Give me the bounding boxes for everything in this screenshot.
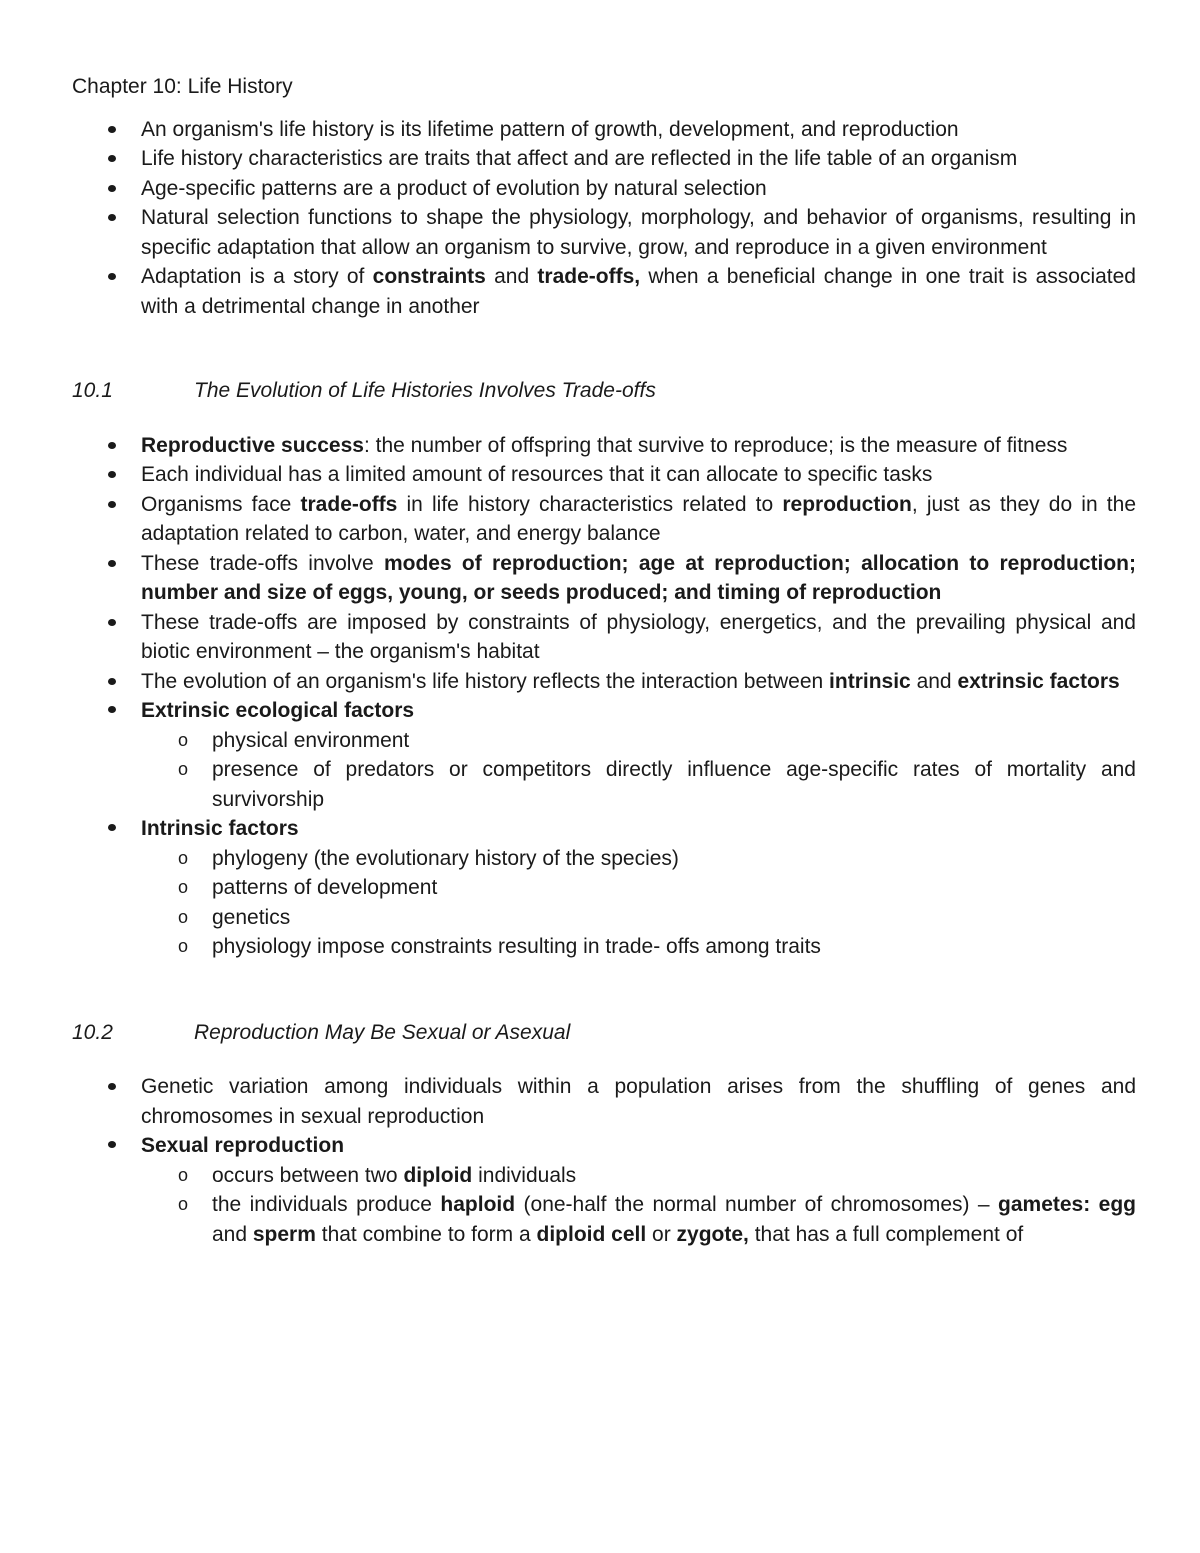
sub-list-item bbox=[141, 1161, 1136, 1191]
text-run: (one-half the normal number of chromosomes) – bbox=[515, 1193, 999, 1216]
bold-term: trade-offs, bbox=[537, 265, 641, 288]
list-item: Age-specific patterns are a product of evolution by natural selection bbox=[72, 174, 1136, 204]
text-run: and bbox=[212, 1222, 253, 1246]
chapter-title: Chapter 10: Life History bbox=[72, 75, 293, 98]
list-item: Genetic variation among individuals within a population arises from the shuffling of genes and chromosomes in sexual reproduction bbox=[72, 1072, 1136, 1131]
list-item: An organism's life history is its lifetime pattern of growth, development, and reproduction bbox=[72, 115, 1136, 145]
section-number: 10.2 bbox=[72, 1020, 113, 1044]
bold-term: Reproductive success bbox=[141, 433, 364, 457]
text-run: when a beneficial change in one trait is associated with a detrimental change in another bbox=[141, 265, 1136, 318]
sub-list-container bbox=[72, 726, 1136, 815]
list-item bbox=[72, 431, 1136, 461]
text-run: individuals bbox=[472, 1163, 577, 1187]
sub-list-item: o phylogeny (the evolutionary history of the species) bbox=[141, 844, 1136, 874]
text-run: the individuals produce bbox=[212, 1193, 441, 1216]
intro-bullet-list bbox=[72, 115, 1136, 322]
sub-list-item: o physiology impose constraints resulting in trade- offs among traits bbox=[141, 932, 1136, 962]
section-10-1-bullet-list bbox=[72, 431, 1136, 962]
sub-list-item: o presence of predators or competitors directly influence age-specific rates of mortality and survivorship bbox=[141, 755, 1136, 814]
text-run: Adaptation is a story of bbox=[141, 265, 373, 288]
bold-term: modes of reproduction; age at reproduction; allocation to reproduction; number and size of eggs, young, or seeds produced; and timing of reproduction bbox=[141, 551, 1136, 604]
list-item: Natural selection functions to shape the physiology, morphology, and behavior of organisms, resulting in specific adaptation that allow an organism to survive, grow, and reproduce in a given environment bbox=[72, 203, 1136, 262]
section-heading-10-2 bbox=[72, 1018, 1136, 1048]
sub-list-item: o patterns of development bbox=[141, 873, 1136, 903]
bold-term: extrinsic factors bbox=[957, 669, 1120, 693]
section-heading-10-1 bbox=[72, 376, 1136, 406]
sub-list-item: o physical environment bbox=[141, 726, 1136, 756]
text-run: or bbox=[646, 1222, 677, 1246]
text-run: that combine to form a bbox=[315, 1222, 537, 1246]
text-run: that has a full complement of bbox=[748, 1222, 1024, 1246]
extrinsic-sub-list bbox=[72, 726, 1136, 815]
list-item: Intrinsic factors bbox=[72, 814, 1136, 844]
sub-list-container bbox=[72, 844, 1136, 962]
bold-term: trade-offs bbox=[300, 492, 398, 516]
list-item: Each individual has a limited amount of resources that it can allocate to specific tasks bbox=[72, 460, 1136, 490]
bold-term: haploid bbox=[440, 1193, 516, 1216]
bold-term: constraints bbox=[372, 265, 486, 288]
list-item: Sexual reproduction bbox=[72, 1131, 1136, 1161]
section-10-2-bullet-list bbox=[72, 1072, 1136, 1249]
text-run: in life history characteristics related to bbox=[397, 492, 783, 516]
text-run: Organisms face bbox=[141, 492, 301, 516]
bold-term: gametes: egg bbox=[998, 1193, 1136, 1216]
text-run: These trade-offs involve bbox=[141, 551, 384, 575]
section-title: The Evolution of Life Histories Involves Trade-offs bbox=[194, 379, 656, 402]
sexual-sub-list bbox=[72, 1161, 1136, 1250]
text-run: occurs between two bbox=[212, 1163, 404, 1187]
list-item: These trade-offs are imposed by constraints of physiology, energetics, and the prevailing physical and biotic environment – the organism's habitat bbox=[72, 608, 1136, 667]
section-number: 10.1 bbox=[72, 379, 113, 402]
bold-term: zygote, bbox=[676, 1222, 749, 1246]
list-item bbox=[72, 490, 1136, 549]
bold-term: diploid bbox=[403, 1163, 473, 1187]
bold-term: diploid cell bbox=[536, 1222, 647, 1246]
list-item: Extrinsic ecological factors bbox=[72, 696, 1136, 726]
text-run: , just as they do in the adaptation related to carbon, water, and energy balance bbox=[141, 492, 1136, 545]
sub-list-item: o genetics bbox=[141, 903, 1136, 933]
bold-term: intrinsic bbox=[829, 669, 911, 693]
bold-term: reproduction bbox=[782, 492, 912, 516]
text-run: and bbox=[485, 265, 538, 288]
bold-term: sperm bbox=[252, 1222, 316, 1246]
intrinsic-sub-list bbox=[72, 844, 1136, 962]
sub-list-item bbox=[141, 1190, 1136, 1249]
text-run: : the number of offspring that survive to reproduce; is the measure of fitness bbox=[363, 433, 1068, 457]
list-item bbox=[72, 262, 1136, 321]
list-item: Life history characteristics are traits that affect and are reflected in the life table of an organism bbox=[72, 144, 1136, 174]
list-item bbox=[72, 549, 1136, 608]
text-run: and bbox=[910, 669, 958, 693]
sub-list-container bbox=[72, 1161, 1136, 1250]
list-item bbox=[72, 667, 1136, 697]
section-title: Reproduction May Be Sexual or Asexual bbox=[194, 1020, 571, 1044]
text-run: The evolution of an organism's life history reflects the interaction between bbox=[141, 669, 830, 693]
